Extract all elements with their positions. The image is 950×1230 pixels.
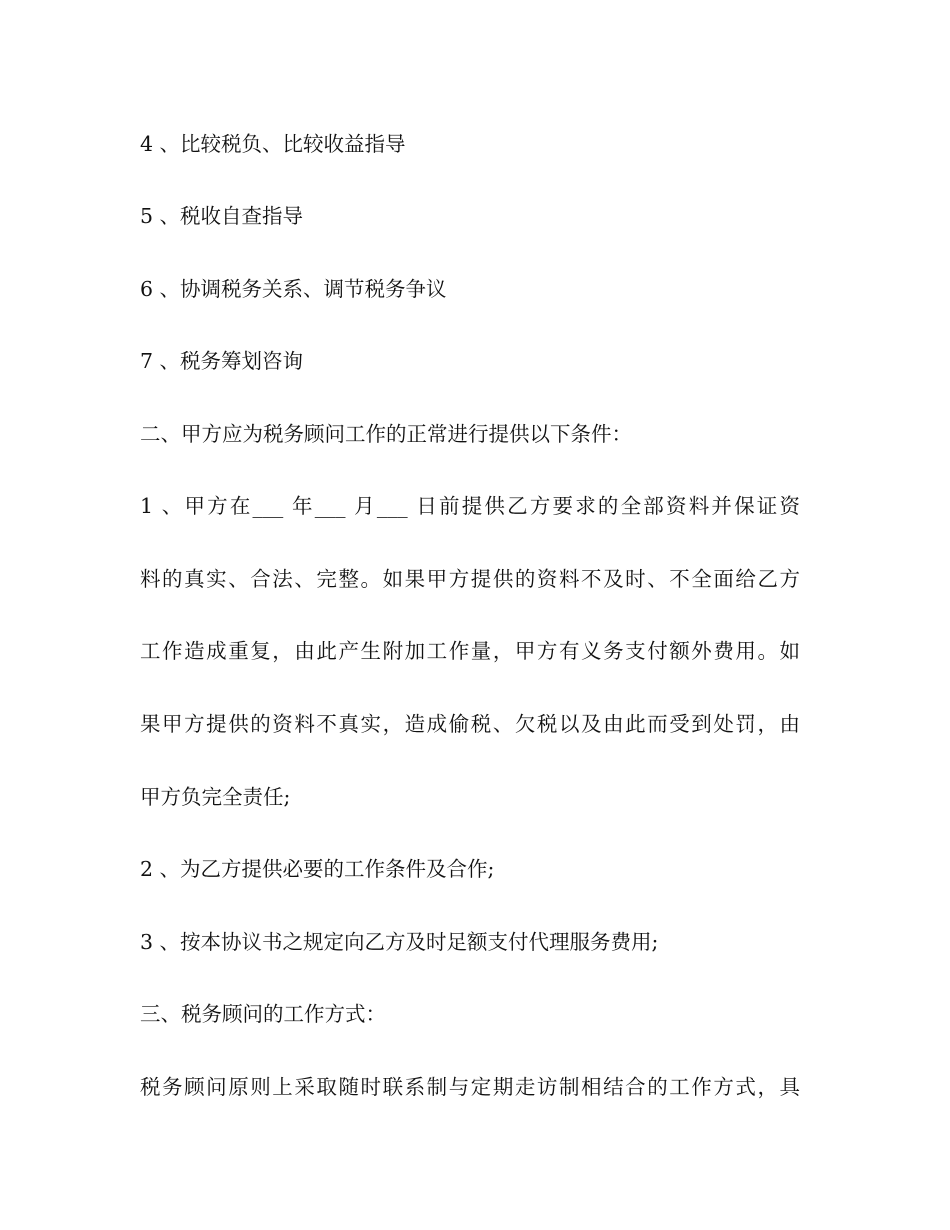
paragraph-line: 税务顾问原则上采取随时联系制与定期走访制相结合的工作方式，具 [140,1075,800,1099]
section-heading-2: 二、甲方应为税务顾问工作的正常进行提供以下条件： [140,422,632,446]
list-item-7: 7 、税务筹划咨询 [140,349,304,373]
document-page [140,0,800,1230]
section-heading-3: 三、税务顾问的工作方式： [140,1002,386,1026]
list-item-5: 5 、税收自查指导 [140,204,304,228]
list-item-4: 4 、比较税负、比较收益指导 [140,132,406,156]
paragraph-line: 工作造成重复，由此产生附加工作量，甲方有义务支付额外费用。如 [140,639,800,663]
paragraph-line: 料的真实、合法、完整。如果甲方提供的资料不及时、不全面给乙方 [140,567,800,591]
paragraph-line: 1 、甲方在___ 年___ 月___ 日前提供乙方要求的全部资料并保证资 [140,494,800,518]
paragraph-line: 果甲方提供的资料不真实，造成偷税、欠税以及由此而受到处罚，由 [140,712,800,736]
list-item-3: 3 、按本协议书之规定向乙方及时足额支付代理服务费用; [140,930,659,954]
list-item-6: 6 、协调税务关系、调节税务争议 [140,277,447,301]
list-item-2: 2 、为乙方提供必要的工作条件及合作; [140,857,495,881]
paragraph-line: 甲方负完全责任; [140,785,291,809]
